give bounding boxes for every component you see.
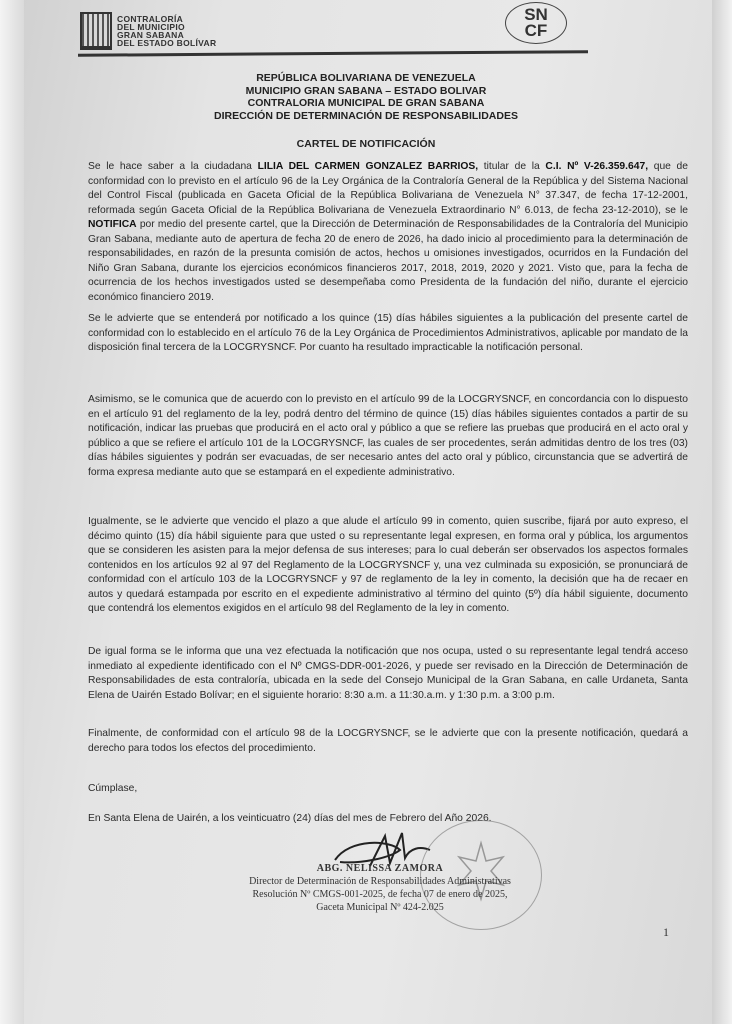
text-segment: De igual forma se le informa que una vez efectuada la notificación que nos ocupa, usted o su representante legal tendrá acceso inmediato al expediente identificado con el Nº CMGS-DDR-001-2026, y puede ser revisado en la Dirección de Determinación de Responsabilidades de esta contraloría, ubicada en la sede del Consejo Municipal de la Gran Sabana, en calle Urdaneta, Santa Elena de Uairén Estado Bolívar; en el siguiente horario: 8:30 a.m. a 11:30.a.m. y 1:30 p.m. a 3:00 p.m.	[88, 646, 688, 701]
logo-line: DEL MUNICIPIO	[117, 22, 185, 32]
paragraph-6	[88, 727, 688, 756]
heading-line: DIRECCIÓN DE DETERMINACIÓN DE RESPONSABILIDADES	[214, 109, 518, 122]
page-edge-left	[0, 0, 24, 1024]
heading-line: REPÚBLICA BOLIVARIANA DE VENEZUELA	[256, 72, 476, 84]
logo-line: SN	[524, 5, 548, 24]
logo-line: DEL ESTADO BOLÍVAR	[117, 38, 217, 48]
signature-block	[225, 862, 535, 914]
text-segment: titular de la	[478, 161, 546, 172]
text-segment: Igualmente, se le advierte que vencido el plazo a que alude el artículo 99 in comento, quien suscribe, fijará por auto expreso, el décimo quinto (15) día hábil siguiente para que usted o su representante legal expresen, en forma oral y pública, los argumentos que se consideren les asisten para la mejor defensa de sus intereses; para lo cual deberán ser observados los aspectos formales contenidos en los artículos 92 al 97 del Reglamento de la LOCGRYSNCF y, una vez culminada su exposición, se pronunciará de conformidad con el artículo 103 de la LOCGRYSNCF y 97 de reglamento de la ley in comento, la decisión que ha de recaer en autos y quedará estampada por escrito en el expediente administrativo al término del quinto (5º) día hábil siguiente, documento que contendrá los elementos exigidos en el artículo 98 del Reglamento de la ley in comento.	[88, 516, 688, 614]
paragraph-5	[88, 645, 688, 703]
logo-line: CF	[524, 21, 548, 40]
building-icon	[80, 12, 112, 50]
logo-line: GRAN SABANA	[117, 30, 185, 40]
text-segment: Finalmente, de conformidad con el artículo 98 de la LOCGRYSNCF, se le advierte que con la presente notificación, quedará a derecho para todos los efectos del procedimiento.	[88, 728, 688, 754]
paragraph-2	[88, 312, 688, 356]
paragraph-8	[88, 812, 688, 827]
signer-name: ABG. NELISSA ZAMORA	[316, 863, 444, 874]
paragraph-1	[88, 160, 688, 305]
document-heading	[0, 72, 732, 122]
heading-line: MUNICIPIO GRAN SABANA – ESTADO BOLIVAR	[245, 84, 487, 97]
paragraph-4	[88, 515, 688, 617]
bold-text: LILIA DEL CARMEN GONZALEZ BARRIOS,	[257, 161, 479, 172]
contraloria-logo-text	[117, 15, 216, 47]
signer-gazette: Gaceta Municipal Nº 424-2.025	[316, 902, 444, 913]
bold-text: NOTIFICA	[88, 219, 137, 230]
signer-position: Director de Determinación de Responsabilidades Administrativas	[249, 876, 511, 887]
page-edge-right	[712, 0, 732, 1024]
contraloria-logo	[80, 12, 216, 50]
text-segment: por medio del presente cartel, que la Dirección de Determinación de Responsabilidades de la Contraloría del Municipio Gran Sabana, mediante auto de apertura de fecha 20 de enero de 2026, ha dado inicio al procedimiento para la determinación de responsabilidades, en razón de la presunta comisión de actos, hechos u omisiones investigados, ocurridos en la Fundación del Niño Gran Sabana, durante los ejercicios económicos financieros 2017, 2018, 2019, 2020 y 2021. Visto que, para la fecha de ocurrencia de los hechos investigados usted se desempeñaba como Presidenta de la fundación del niño, durante el ejercicio económico financiero 2019.	[88, 219, 688, 303]
text-segment: Se le advierte que se entenderá por notificado a los quince (15) días hábiles siguientes a la publicación del presente cartel de conformidad con lo establecido en el artículo 76 de la Ley Orgánica de Procedimientos Administrativos, aplicable por mandato de la disposición final tercera de la LOCGRYSNCF. Por cuanto ha resultado impracticable la notificación personal.	[88, 313, 688, 353]
sncf-logo	[505, 2, 567, 44]
paragraph-7	[88, 782, 688, 797]
paragraph-3	[88, 393, 688, 480]
heading-line: CONTRALORIA MUNICIPAL DE GRAN SABANA	[247, 97, 485, 109]
logo-line: CONTRALORÍA	[117, 14, 184, 24]
signer-resolution: Resolución Nº CMGS-001-2025, de fecha 07 de enero de 2025,	[252, 889, 508, 900]
page-number: 1	[663, 925, 669, 939]
text-segment: Se le hace saber a la ciudadana	[88, 161, 258, 172]
bold-text: C.I. Nº V-26.359.647,	[545, 161, 649, 172]
text-segment: que de conformidad con lo previsto en el artículo 96 de la Ley Orgánica de la Contraloría General de la República y del Sistema Nacional del Control Fiscal (publicada en Gaceta Oficial de la República Bolivariana de Venezuela N° 37.347, de fecha 17-12-2001, reformada según Gaceta Oficial de la República Bolivariana de Venezuela Extraordinario N° 6.013, de fecha 23-12-2010), se le	[88, 161, 689, 216]
document-title: CARTEL DE NOTIFICACIÓN	[296, 138, 436, 150]
text-segment: Asimismo, se le comunica que de acuerdo con lo previsto en el artículo 99 de la LOCGRYSNCF, en concordancia con lo dispuesto en el artículo 91 del reglamento de la ley, podrá dentro del término de quince (15) días hábiles siguientes contados a partir de su notificación, indicar las pruebas que producirá en el acto oral y público a que se refiere las pruebas que producirá en el acto oral y público a que se refiere el artículo 101 de la LOCGRYSNCF, las cuales de ser procedentes, serán admitidas dentro de los tres (03) días hábiles siguientes y podrán ser evacuadas, de ser necesario antes del acto oral y público, circunstancia que se advertirá de forma expresa mediante auto que se estampará en el expediente administrativo.	[88, 394, 688, 478]
text-segment: En Santa Elena de Uairén, a los veinticuatro (24) días del mes de Febrero del Año 2026.	[88, 813, 492, 824]
header-divider	[78, 50, 588, 57]
text-segment: Cúmplase,	[88, 783, 138, 794]
